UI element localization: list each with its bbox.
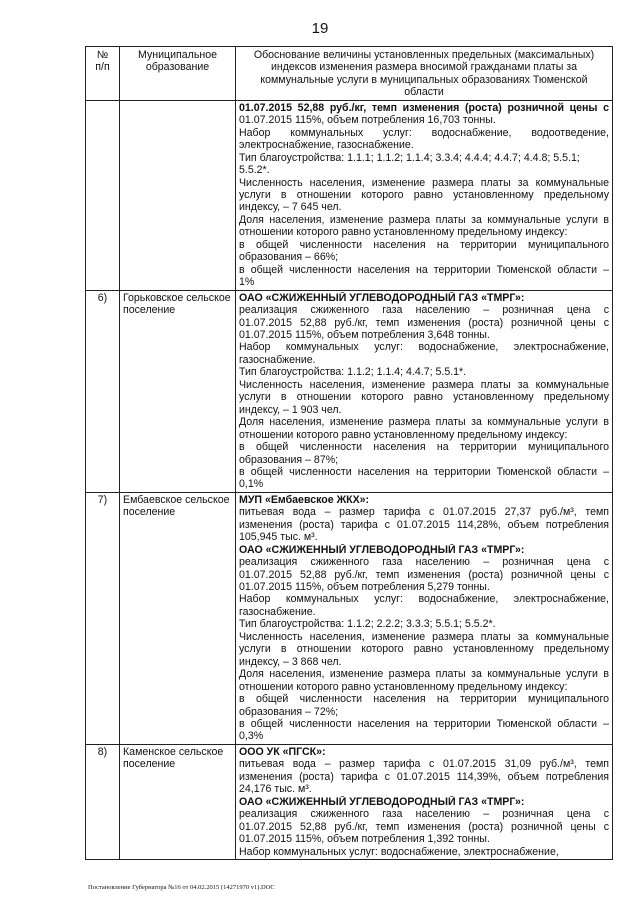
- row-municipality: [120, 744, 236, 859]
- supplier-heading: ООО УК «ПГСК»:: [239, 745, 326, 758]
- justification-line: индексу, – 3 868 чел.: [239, 655, 342, 668]
- justification-line: услуги в отношении которого равно установленному предельному: [239, 188, 609, 201]
- justification-line: Тип благоустройства: 1.1.2; 1.1.4; 4.4.7; 5.5.1*.: [239, 366, 467, 379]
- justification-line: 01.07.2015 52,88 руб./кг, темп изменения (роста) розничной цены с: [239, 316, 609, 329]
- justification-line: реализация сжиженного газа населению – розничная цена с: [239, 556, 609, 569]
- row-number: 6): [86, 290, 120, 492]
- justification-line: отношении которого равно установленному предельному индексу:: [239, 226, 568, 239]
- justification-line: образования – 72%;: [239, 705, 339, 718]
- municipality-name-line: Ембаевское сельское: [123, 493, 230, 506]
- justification-line: услуги в отношении которого равно установленному предельному: [239, 391, 609, 404]
- row-justification: [236, 744, 613, 859]
- row-municipality: [120, 290, 236, 492]
- justification-line: Набор коммунальных услуг: водоснабжение, электроснабжение,: [239, 593, 609, 606]
- municipality-name-line: поселение: [123, 304, 176, 317]
- header-municipality: Муниципальное образование: [120, 47, 236, 101]
- row-number: 8): [86, 744, 120, 859]
- justification-line: Набор коммунальных услуг: водоснабжение, электроснабжение,: [239, 845, 559, 858]
- supplier-heading: МУП «Ембаевское ЖКХ»:: [239, 493, 370, 506]
- table-row: [86, 100, 613, 290]
- municipality-name-line: Каменское сельское: [123, 745, 224, 758]
- justification-line: отношении которого равно установленному предельному индексу:: [239, 428, 568, 441]
- supplier-heading: ОАО «СЖИЖЕННЫЙ УГЛЕВОДОРОДНЫЙ ГАЗ «ТМРГ»:: [239, 795, 525, 808]
- justification-line: Доля населения, изменение размера платы за коммунальные услуги в: [239, 213, 609, 226]
- header-num: № п/п: [86, 47, 120, 101]
- row-number: [86, 100, 120, 290]
- municipality-name-line: поселение: [123, 506, 176, 519]
- justification-line: Тип благоустройства: 1.1.1; 1.1.2; 1.1.4; 3.3.4; 4.4.4; 4.4.7; 4.4.8; 5.5.1;: [239, 151, 580, 164]
- justification-line: в общей численности населения на территории Тюменской области –: [239, 263, 609, 276]
- page-number: 19: [311, 20, 329, 37]
- justification-line: в общей численности населения на территории муниципального: [239, 441, 609, 454]
- municipality-name-line: поселение: [123, 758, 176, 771]
- table-header-row: [86, 47, 613, 101]
- justification-line: Набор коммунальных услуг: водоснабжение, электроснабжение,: [239, 341, 609, 354]
- table-row: [86, 492, 613, 744]
- justification-line: изменения (роста) тарифа с 01.07.2015 114,28%, объем потребления: [239, 518, 609, 531]
- justification-line: Доля населения, изменение размера платы за коммунальные услуги в: [239, 668, 609, 681]
- table-row: [86, 290, 613, 492]
- justification-line: в общей численности населения на территории муниципального: [239, 238, 609, 251]
- footer-doc-reference: Постановление Губернатора №16 от 04.02.2015 (14271970 v1).DOC: [88, 884, 275, 891]
- justification-line: в общей численности населения на территории муниципального: [239, 693, 609, 706]
- justification-line: изменения (роста) тарифа с 01.07.2015 114,39%, объем потребления: [239, 770, 609, 783]
- supplier-heading: ОАО «СЖИЖЕННЫЙ УГЛЕВОДОРОДНЫЙ ГАЗ «ТМРГ»:: [239, 291, 525, 304]
- justification-line: индексу, – 7 645 чел.: [239, 201, 342, 214]
- justification-line: газоснабжение.: [239, 353, 316, 366]
- justification-line: Численность населения, изменение размера платы за коммунальные: [239, 378, 609, 391]
- justification-line: 1%: [239, 276, 255, 289]
- justification-line: 0,3%: [239, 730, 264, 743]
- justification-table: [85, 46, 613, 860]
- justification-line: 01.07.2015 52,88 руб./кг, темп изменения (роста) розничной цены с: [239, 568, 609, 581]
- table-body: [86, 100, 613, 859]
- justification-line: в общей численности населения на территории Тюменской области –: [239, 465, 609, 478]
- justification-line: реализация сжиженного газа населению – розничная цена с: [239, 808, 609, 821]
- row-municipality: [120, 100, 236, 290]
- justification-line: электроснабжение, газоснабжение.: [239, 139, 414, 152]
- justification-line: образования – 66%;: [239, 251, 339, 264]
- supplier-heading: ОАО «СЖИЖЕННЫЙ УГЛЕВОДОРОДНЫЙ ГАЗ «ТМРГ»:: [239, 543, 525, 556]
- justification-line: 01.07.2015 115%, объем потребления 5,279 тонны.: [239, 581, 490, 594]
- justification-line: Численность населения, изменение размера платы за коммунальные: [239, 176, 609, 189]
- justification-line: газоснабжение.: [239, 605, 316, 618]
- justification-line: реализация сжиженного газа населению – розничная цена с: [239, 304, 609, 317]
- header-justification: Обоснование величины установленных предельных (максимальных) индексов изменения размера вносимой гражданами платы за коммунальные услуги в муниципальных образованиях Тюменской области: [236, 47, 613, 101]
- justification-line: 01.07.2015 52,88 руб./кг, темп изменения (роста) розничной цены с: [239, 101, 609, 114]
- row-number: 7): [86, 492, 120, 744]
- justification-line: 0,1%: [239, 478, 264, 491]
- row-justification: [236, 492, 613, 744]
- justification-line: Доля населения, изменение размера платы за коммунальные услуги в: [239, 416, 609, 429]
- row-municipality: [120, 492, 236, 744]
- justification-line: 105,945 тыс. м³.: [239, 531, 318, 544]
- row-justification: [236, 100, 613, 290]
- justification-line: 01.07.2015 115%, объем потребления 1,392 тонны.: [239, 833, 490, 846]
- justification-line: в общей численности населения на территории Тюменской области –: [239, 718, 609, 731]
- justification-line: Тип благоустройства: 1.1.2; 2.2.2; 3.3.3; 5.5.1; 5.5.2*.: [239, 618, 496, 631]
- justification-line: питьевая вода – размер тарифа с 01.07.2015 27,37 руб./м³, темп: [239, 506, 609, 519]
- row-justification: [236, 290, 613, 492]
- justification-line: питьевая вода – размер тарифа с 01.07.2015 31,09 руб./м³, темп: [239, 758, 609, 771]
- municipality-name-line: Горьковское сельское: [123, 291, 231, 304]
- justification-line: 01.07.2015 115%, объем потребления 3,648 тонны.: [239, 328, 490, 341]
- justification-line: Набор коммунальных услуг: водоснабжение, водоотведение,: [239, 126, 609, 139]
- justification-line: 01.07.2015 52,88 руб./кг, темп изменения (роста) розничной цены с: [239, 820, 609, 833]
- table-row: [86, 744, 613, 859]
- justification-line: 5.5.2*.: [239, 164, 270, 177]
- justification-line: образования – 87%;: [239, 453, 339, 466]
- justification-line: индексу, – 1 903 чел.: [239, 403, 342, 416]
- justification-line: 24,176 тыс. м³.: [239, 783, 312, 796]
- justification-line: Численность населения, изменение размера платы за коммунальные: [239, 630, 609, 643]
- justification-line: услуги в отношении которого равно установленному предельному: [239, 643, 609, 656]
- justification-line: 01.07.2015 115%, объем потребления 16,703 тонны.: [239, 114, 496, 127]
- justification-line: отношении которого равно установленному предельному индексу:: [239, 680, 568, 693]
